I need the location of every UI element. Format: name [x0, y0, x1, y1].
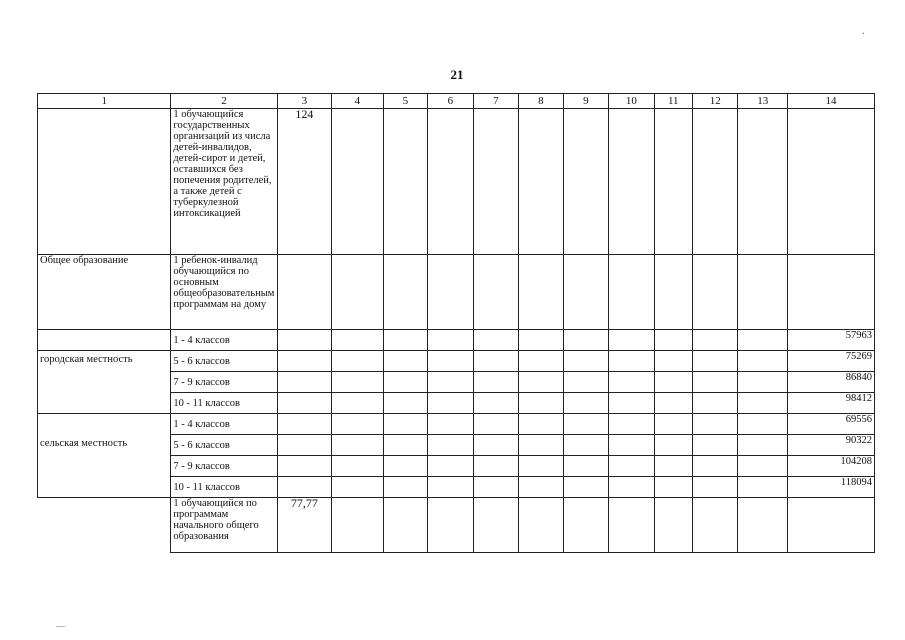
header-cell: 5	[383, 94, 427, 109]
corner-mark: .	[862, 26, 865, 37]
table-cell	[473, 255, 518, 330]
table-row	[38, 109, 875, 255]
table-cell	[383, 109, 427, 255]
table-cell	[654, 255, 692, 330]
page-number: 21	[450, 67, 464, 82]
header-cell: 9	[563, 94, 608, 109]
grade-label: 10 - 11 классов	[171, 393, 277, 414]
row-description: 1 обучающийся государственных организаций из числа детей-инвалидов, детей-сирот и детей, оставшихся без попечения родителей, а также детей с туберкулезной интоксикацией	[171, 109, 277, 255]
row-description: 1 ребенок-инвалид обучающийся по основным общеобразовательным программам на дому	[171, 255, 277, 330]
data-table	[37, 93, 875, 553]
grade-value: 118094	[787, 477, 874, 498]
header-cell: 8	[519, 94, 563, 109]
row-norm-value: 77,77	[277, 498, 332, 553]
grade-label: 1 - 4 классов	[171, 330, 277, 351]
table-cell	[609, 109, 654, 255]
grade-value: 75269	[787, 351, 874, 372]
table-cell	[738, 255, 788, 330]
grade-value: 98412	[787, 393, 874, 414]
rural-label: сельская местность	[38, 414, 171, 498]
header-cell: 4	[332, 94, 384, 109]
table-cell	[332, 109, 384, 255]
table-cell	[692, 255, 737, 330]
header-cell: 3	[277, 94, 332, 109]
row-description: 1 обучающийся по программам начального общего образования	[171, 498, 277, 553]
table-cell	[609, 255, 654, 330]
grade-label: 7 - 9 классов	[171, 456, 277, 477]
table-cell	[519, 109, 563, 255]
grade-value: 90322	[787, 435, 874, 456]
table-cell	[38, 109, 171, 255]
grade-value: 86840	[787, 372, 874, 393]
grade-label: 5 - 6 классов	[171, 435, 277, 456]
table-row	[38, 351, 875, 372]
header-cell: 11	[654, 94, 692, 109]
grade-label: 1 - 4 классов	[171, 414, 277, 435]
table-cell	[332, 255, 384, 330]
grade-value: 69556	[787, 414, 874, 435]
footer-mark: —	[56, 621, 65, 631]
header-cell: 14	[787, 94, 874, 109]
table-cell	[787, 109, 874, 255]
header-cell: 10	[609, 94, 654, 109]
header-cell: 6	[428, 94, 473, 109]
section-label: Общее образование	[38, 255, 171, 330]
table-cell	[277, 255, 332, 330]
table-cell	[692, 109, 737, 255]
table-cell	[519, 255, 563, 330]
table-cell	[38, 498, 171, 553]
table-cell	[563, 109, 608, 255]
table-cell	[738, 109, 788, 255]
table-cell	[428, 255, 473, 330]
table-row	[38, 498, 875, 553]
table-cell	[428, 109, 473, 255]
header-cell: 12	[692, 94, 737, 109]
header-cell: 1	[38, 94, 171, 109]
table-row	[38, 255, 875, 330]
urban-label: городская местность	[38, 351, 171, 414]
table-cell	[473, 109, 518, 255]
grade-label: 10 - 11 классов	[171, 477, 277, 498]
grade-value: 104208	[787, 456, 874, 477]
header-cell: 2	[171, 94, 277, 109]
header-cell: 13	[738, 94, 788, 109]
table-row	[38, 330, 875, 351]
table-row	[38, 414, 875, 435]
grade-value: 57963	[787, 330, 874, 351]
table-cell	[38, 330, 171, 351]
table-cell	[787, 255, 874, 330]
table-cell	[383, 255, 427, 330]
table-cell	[563, 255, 608, 330]
header-row	[38, 94, 875, 109]
grade-label: 7 - 9 классов	[171, 372, 277, 393]
header-cell: 7	[473, 94, 518, 109]
grade-label: 5 - 6 классов	[171, 351, 277, 372]
table-cell	[654, 109, 692, 255]
row-norm-value: 124	[277, 109, 332, 255]
